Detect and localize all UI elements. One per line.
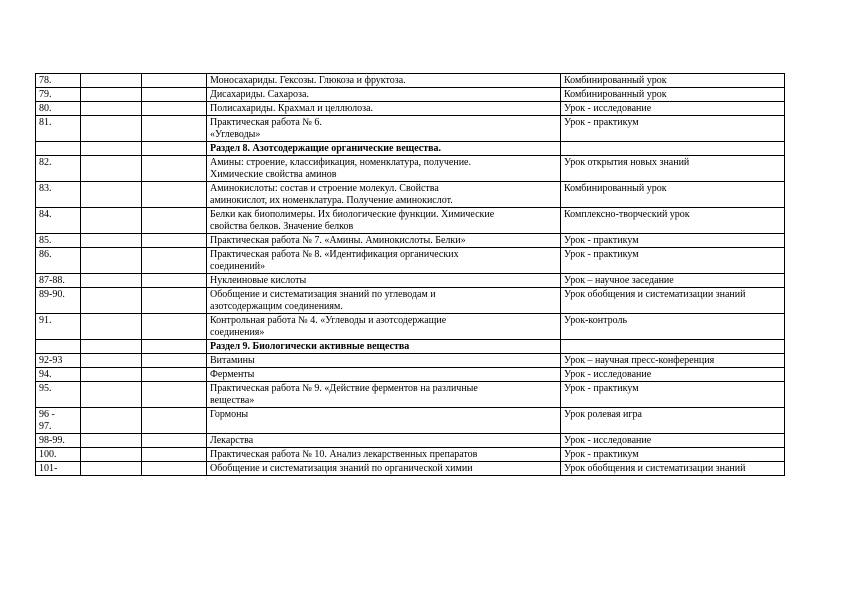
lesson-topic-line: Лекарства [210,435,254,446]
date-plan-cell [81,408,142,434]
lesson-type-cell [561,142,785,156]
lesson-type: Урок - практикум [564,449,639,460]
date-fact-cell [142,116,207,142]
lesson-type: Урок-контроль [564,315,628,326]
lesson-topic-line: Нуклеиновые кислоты [210,275,307,286]
date-fact-cell [142,314,207,340]
lesson-number-cell [36,116,81,142]
table-row [36,314,785,340]
date-plan-cell [81,382,142,408]
lesson-plan-table [35,73,785,476]
table-row [36,274,785,288]
date-fact-cell [142,434,207,448]
lesson-type-cell [561,274,785,288]
lesson-topic-line: аминокислот, их номенклатура. Получение аминокислот. [210,194,453,206]
table-row [36,208,785,234]
lesson-topic-cell [207,248,561,274]
section-row [36,142,785,156]
lesson-type: Комбинированный урок [564,75,667,86]
lesson-topic-cell [207,88,561,102]
table-row [36,248,785,274]
lesson-type: Урок открытия новых знаний [564,157,690,168]
lesson-number-cell [36,408,81,434]
lesson-topic-cell [207,234,561,248]
lesson-topic-cell [207,354,561,368]
table-row [36,88,785,102]
lesson-number-cell [36,208,81,234]
lesson-number-cell [36,314,81,340]
lesson-type: Урок - исследование [564,369,652,380]
lesson-type-cell [561,288,785,314]
lesson-type: Урок – научное заседание [564,275,674,286]
lesson-type-cell [561,462,785,476]
lesson-number: 86. [39,249,52,260]
date-fact-cell [142,248,207,274]
lesson-number: 84. [39,209,52,220]
lesson-number: 89-90. [39,289,65,300]
date-plan-cell [81,340,142,354]
lesson-topic-cell [207,208,561,234]
lesson-topic-line: Обобщение и систематизация знаний по углеводам и [210,289,436,300]
date-plan-cell [81,434,142,448]
date-fact-cell [142,102,207,116]
lesson-type-cell [561,340,785,354]
lesson-type-cell [561,368,785,382]
date-fact-cell [142,208,207,234]
date-fact-cell [142,368,207,382]
lesson-number: 100. [39,449,57,460]
lesson-number-cell [36,434,81,448]
lesson-topic-line: Практическая работа № 8. «Идентификация органических [210,249,459,260]
lesson-number: 79. [39,89,52,100]
lesson-type-cell [561,354,785,368]
lesson-topic-line: соединения» [210,326,265,338]
lesson-number: 95. [39,383,52,394]
section-title: Раздел 8. Азотсодержащие органические вещества. [210,143,442,154]
lesson-number-cell [36,382,81,408]
lesson-number: 80. [39,103,52,114]
date-fact-cell [142,234,207,248]
lesson-type-cell [561,102,785,116]
date-fact-cell [142,156,207,182]
date-plan-cell [81,116,142,142]
date-fact-cell [142,354,207,368]
lesson-number-cell [36,354,81,368]
lesson-number: 92-93 [39,355,63,366]
lesson-number: 81. [39,117,52,128]
date-fact-cell [142,382,207,408]
lesson-topic-cell [207,102,561,116]
lesson-type: Урок - практикум [564,383,639,394]
lesson-plan-body [36,74,785,476]
lesson-type-cell [561,74,785,88]
lesson-number: 85. [39,235,52,246]
date-plan-cell [81,354,142,368]
lesson-type-cell [561,434,785,448]
lesson-topic-cell [207,156,561,182]
table-row [36,234,785,248]
lesson-type: Урок - практикум [564,117,639,128]
lesson-type-cell [561,408,785,434]
lesson-type: Урок - практикум [564,235,639,246]
lesson-topic-line: Белки как биополимеры. Их биологические функции. Химические [210,209,495,220]
lesson-type: Комбинированный урок [564,89,667,100]
lesson-number: 94. [39,369,52,380]
date-fact-cell [142,182,207,208]
table-row [36,448,785,462]
lesson-number-cell [36,288,81,314]
lesson-topic-line: азотсодержащим соединениям. [210,300,343,312]
lesson-number-cell [36,248,81,274]
lesson-type: Урок ролевая игра [564,409,642,420]
date-plan-cell [81,208,142,234]
lesson-topic-cell [207,182,561,208]
table-row [36,368,785,382]
lesson-topic-line: свойства белков. Значение белков [210,220,354,232]
lesson-topic-line: Практическая работа № 6. [210,117,322,128]
date-plan-cell [81,234,142,248]
lesson-type: Урок - исследование [564,435,652,446]
table-row [36,354,785,368]
lesson-number: 87-88. [39,275,65,286]
date-fact-cell [142,88,207,102]
date-plan-cell [81,314,142,340]
lesson-topic-cell [207,368,561,382]
lesson-number-cell [36,142,81,156]
lesson-type: Урок – научная пресс-конференция [564,355,715,366]
lesson-topic-cell [207,288,561,314]
lesson-topic-cell [207,274,561,288]
lesson-number-cell [36,340,81,354]
lesson-type-cell [561,88,785,102]
date-plan-cell [81,142,142,156]
table-row [36,102,785,116]
section-title-cell [207,142,561,156]
date-plan-cell [81,88,142,102]
table-row [36,408,785,434]
lesson-topic-line: вещества» [210,394,255,406]
lesson-number: 97. [39,420,52,432]
lesson-number-cell [36,234,81,248]
date-plan-cell [81,462,142,476]
lesson-topic-line: «Углеводы» [210,128,261,140]
lesson-number: 101- [39,463,58,474]
lesson-topic-cell [207,74,561,88]
lesson-topic-line: Аминокислоты: состав и строение молекул. Свойства [210,183,439,194]
lesson-topic-line: Дисахариды. Сахароза. [210,89,309,100]
lesson-topic-line: Практическая работа № 7. «Амины. Аминокислоты. Белки» [210,235,466,246]
lesson-topic-cell [207,448,561,462]
lesson-topic-cell [207,382,561,408]
lesson-type-cell [561,182,785,208]
lesson-topic-line: Моносахариды. Гексозы. Глюкоза и фруктоза. [210,75,406,86]
section-title: Раздел 9. Биологически активные вещества [210,341,410,352]
table-row [36,382,785,408]
date-fact-cell [142,408,207,434]
lesson-topic-line: Гормоны [210,409,249,420]
lesson-number: 78. [39,75,52,86]
date-plan-cell [81,448,142,462]
lesson-number-cell [36,274,81,288]
lesson-number-cell [36,182,81,208]
lesson-type: Урок - практикум [564,249,639,260]
lesson-topic-line: соединений» [210,260,266,272]
table-row [36,434,785,448]
table-row [36,156,785,182]
lesson-number: 91. [39,315,52,326]
lesson-number-cell [36,462,81,476]
table-row [36,74,785,88]
lesson-number-cell [36,74,81,88]
lesson-number: 98-99. [39,435,65,446]
date-fact-cell [142,448,207,462]
lesson-topic-line: Витамины [210,355,255,366]
lesson-number-cell [36,448,81,462]
table-row [36,288,785,314]
section-title-cell [207,340,561,354]
lesson-type: Комбинированный урок [564,183,667,194]
section-row [36,340,785,354]
lesson-type-cell [561,314,785,340]
lesson-topic-line: Амины: строение, классификация, номенклатура, получение. [210,157,471,168]
date-plan-cell [81,74,142,88]
lesson-number: 82. [39,157,52,168]
lesson-type-cell [561,448,785,462]
date-fact-cell [142,288,207,314]
lesson-number-cell [36,102,81,116]
lesson-topic-cell [207,314,561,340]
lesson-type: Комплексно-творческий урок [564,209,690,220]
date-fact-cell [142,340,207,354]
date-plan-cell [81,156,142,182]
lesson-number-cell [36,368,81,382]
lesson-topic-line: Практическая работа № 10. Анализ лекарственных препаратов [210,449,478,460]
lesson-topic-line: Химические свойства аминов [210,168,337,180]
date-plan-cell [81,274,142,288]
date-plan-cell [81,182,142,208]
date-fact-cell [142,274,207,288]
lesson-type: Урок обобщения и систематизации знаний [564,463,746,474]
lesson-type-cell [561,382,785,408]
lesson-topic-cell [207,116,561,142]
date-plan-cell [81,248,142,274]
lesson-topic-line: Практическая работа № 9. «Действие ферментов на различные [210,383,478,394]
lesson-topic-line: Полисахариды. Крахмал и целлюлоза. [210,103,374,114]
lesson-topic-cell [207,462,561,476]
lesson-type-cell [561,208,785,234]
lesson-number-cell [36,156,81,182]
date-fact-cell [142,462,207,476]
lesson-topic-line: Контрольная работа № 4. «Углеводы и азотсодержащие [210,315,447,326]
lesson-type-cell [561,156,785,182]
lesson-type: Урок обобщения и систематизации знаний [564,289,746,300]
lesson-number: 96 - [39,409,55,420]
lesson-type: Урок - исследование [564,103,652,114]
lesson-number-cell [36,88,81,102]
date-fact-cell [142,142,207,156]
date-plan-cell [81,368,142,382]
lesson-type-cell [561,248,785,274]
table-row [36,182,785,208]
lesson-topic-line: Ферменты [210,369,255,380]
date-fact-cell [142,74,207,88]
table-row [36,116,785,142]
table-row [36,462,785,476]
lesson-topic-line: Обобщение и систематизация знаний по органической химии [210,463,473,474]
lesson-type-cell [561,116,785,142]
lesson-number: 83. [39,183,52,194]
lesson-type-cell [561,234,785,248]
lesson-topic-cell [207,434,561,448]
lesson-topic-cell [207,408,561,434]
date-plan-cell [81,102,142,116]
date-plan-cell [81,288,142,314]
